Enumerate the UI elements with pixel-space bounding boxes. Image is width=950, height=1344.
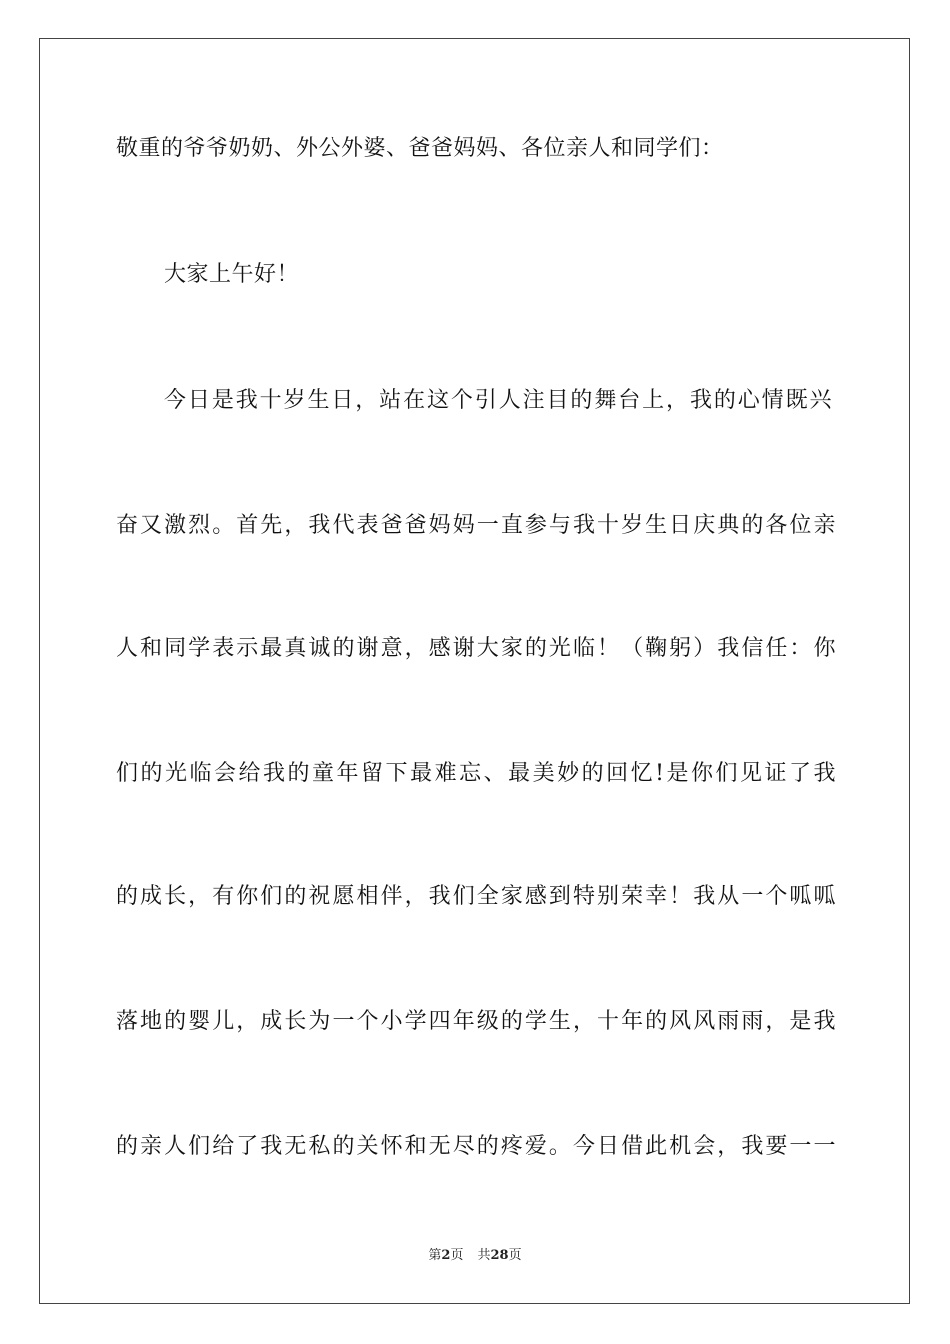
total-pages: 28 — [490, 1248, 509, 1263]
page-border — [39, 38, 910, 1304]
greeting-line: 大家上午好！ — [164, 262, 300, 287]
body-text-line: 落地的婴儿，成长为一个小学四年级的学生，十年的风风雨雨，是我 — [116, 1009, 836, 1034]
body-text-line: 今日是我十岁生日，站在这个引人注目的舞台上，我的心情既兴 — [164, 388, 832, 413]
body-text-line: 的亲人们给了我无私的关怀和无尽的疼爱。今日借此机会，我要一一 — [116, 1134, 836, 1159]
body-text-line: 奋又激烈。首先，我代表爸爸妈妈一直参与我十岁生日庆典的各位亲 — [116, 513, 836, 538]
salutation-line: 敬重的爷爷奶奶、外公外婆、爸爸妈妈、各位亲人和同学们： — [116, 136, 724, 161]
page-suffix: 页 — [450, 1248, 464, 1263]
page-footer — [0, 1247, 950, 1265]
total-suffix: 页 — [508, 1248, 522, 1263]
body-text-line: 的成长，有你们的祝愿相伴，我们全家感到特别荣幸！我从一个呱呱 — [116, 884, 836, 909]
total-prefix: 共 — [477, 1248, 491, 1263]
page-number: 2 — [441, 1248, 451, 1263]
body-text-line: 人和同学表示最真诚的谢意，感谢大家的光临！（鞠躬）我信任：你 — [116, 636, 836, 661]
body-text-line: 们的光临会给我的童年留下最难忘、最美妙的回忆!是你们见证了我 — [116, 761, 836, 786]
page-prefix: 第 — [428, 1248, 442, 1263]
